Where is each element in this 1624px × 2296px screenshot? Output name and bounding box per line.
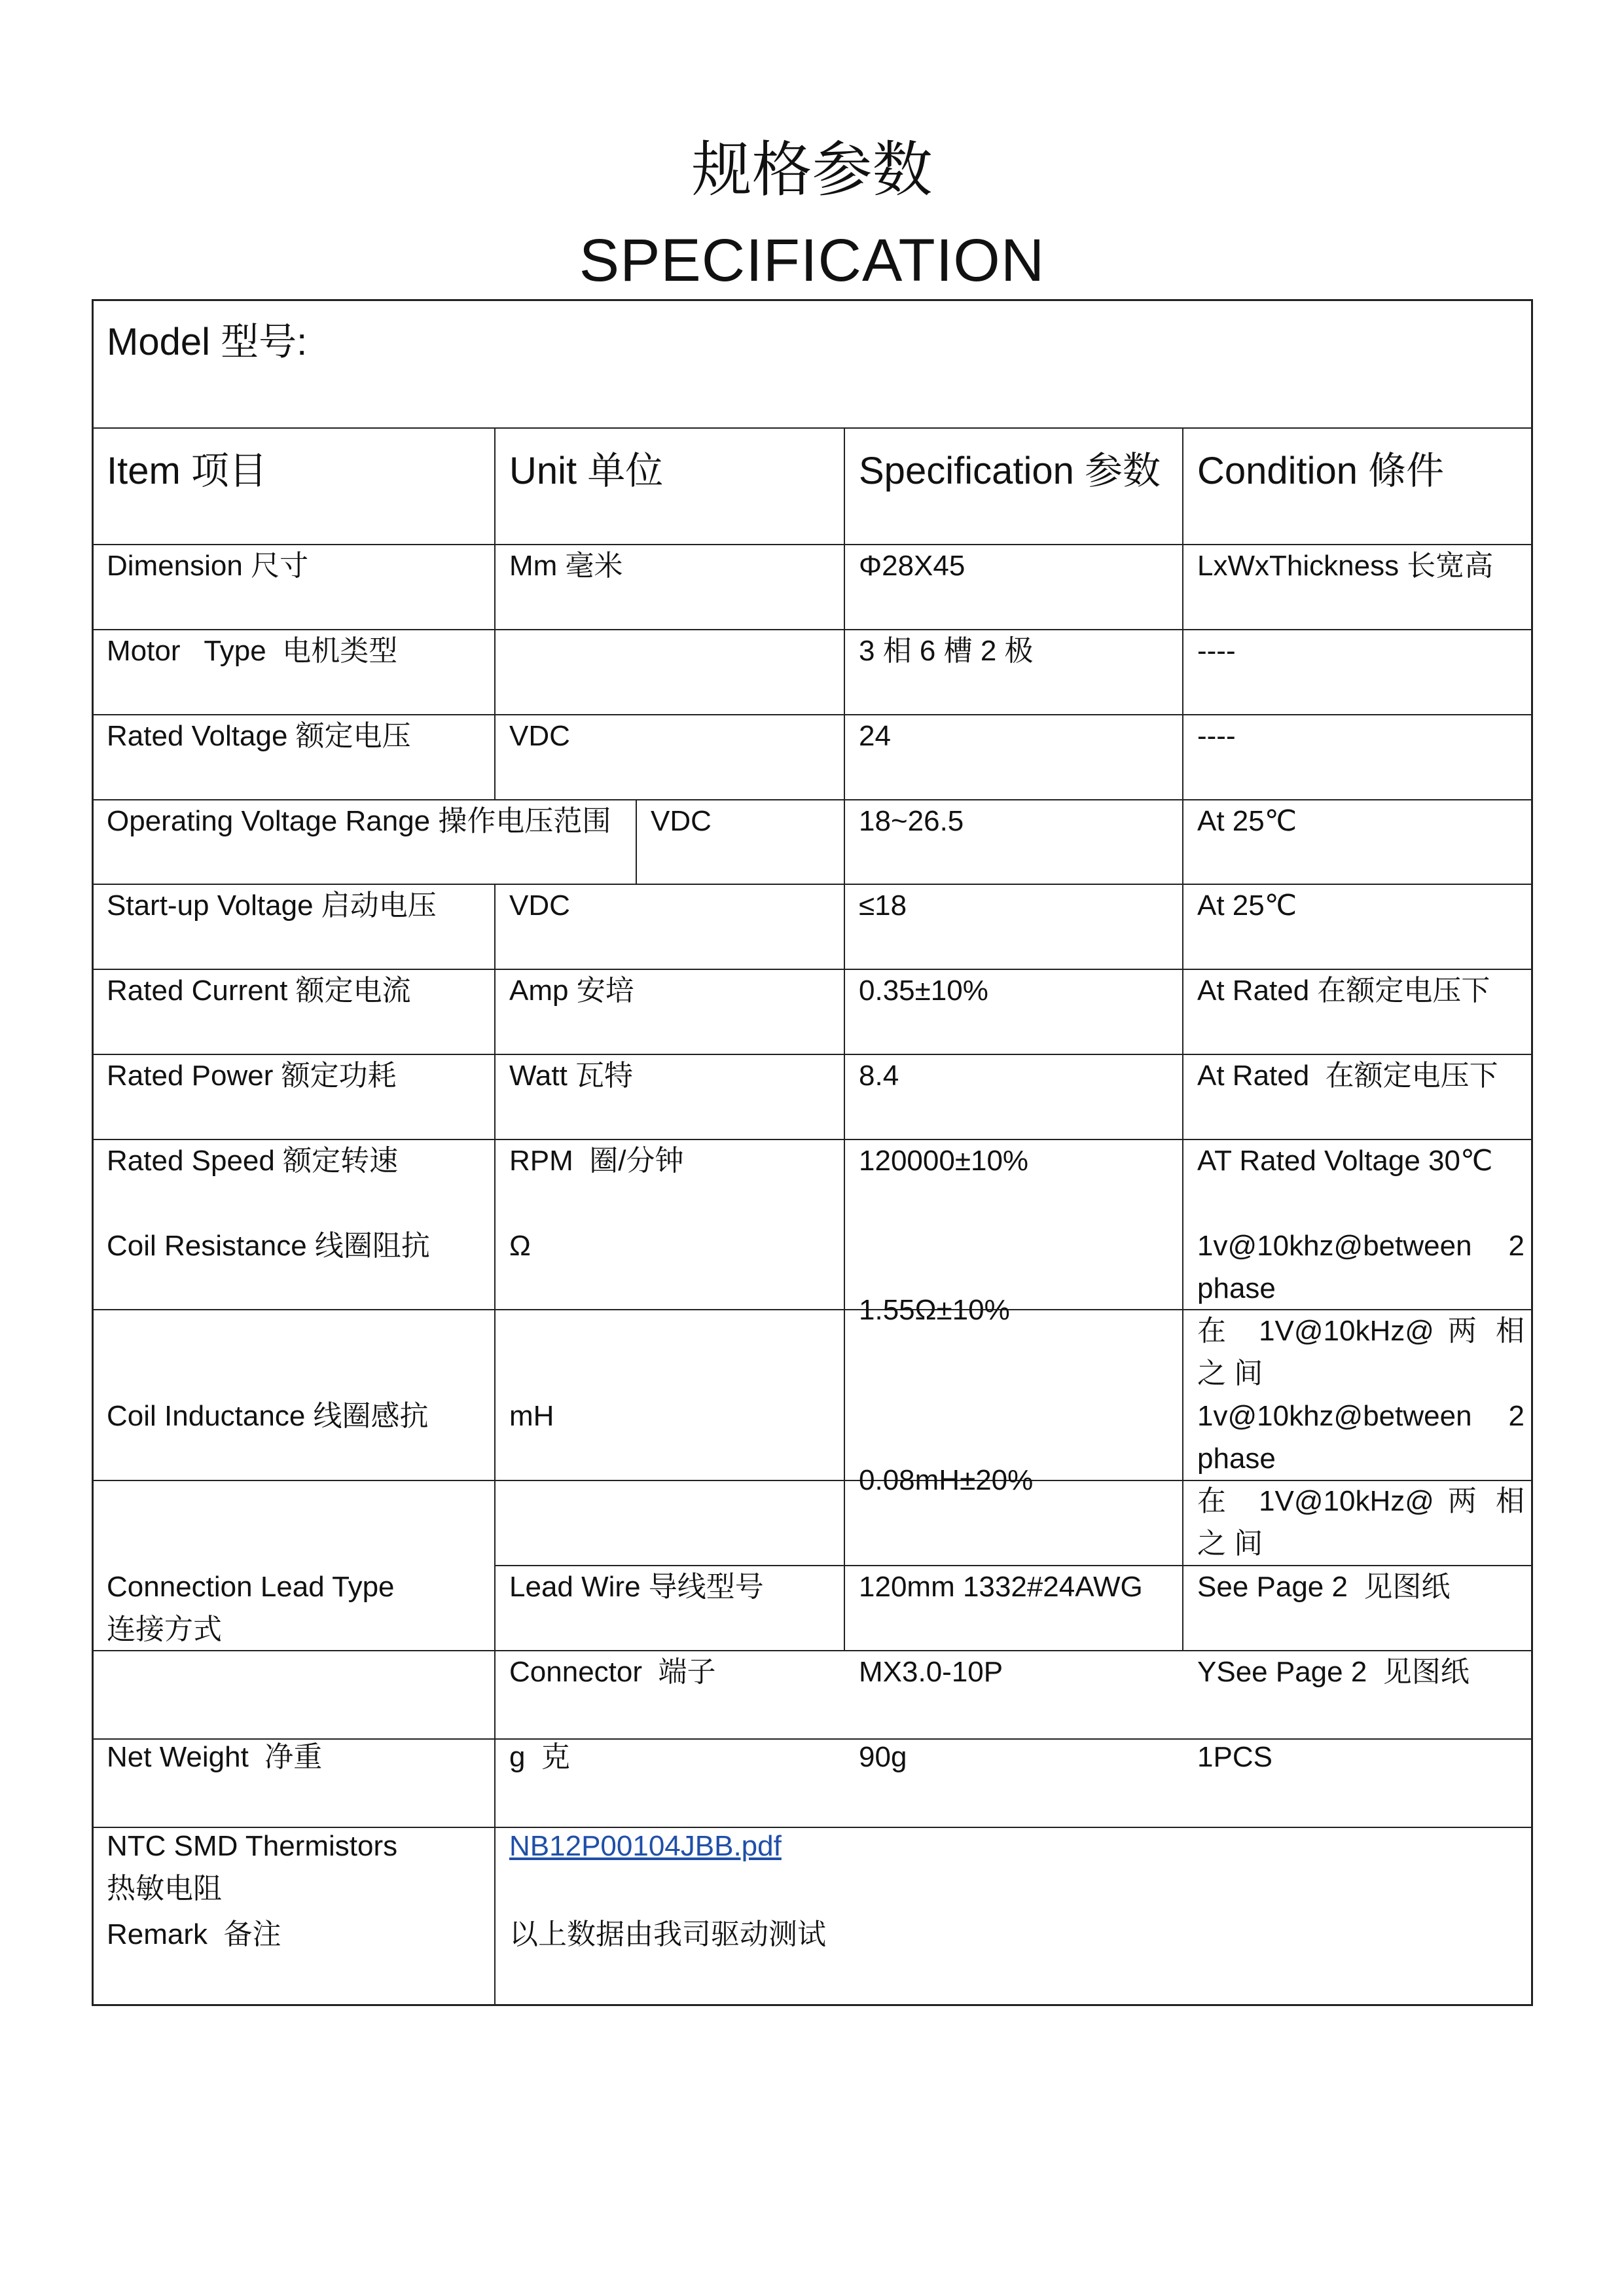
- rated-speed-item: Rated Speed 额定转速: [107, 1145, 399, 1177]
- rated-speed-unit: RPM 圈/分钟: [509, 1145, 684, 1177]
- operating-voltage-unit: VDC: [651, 805, 712, 837]
- rated-current-item: Rated Current 额定电流: [107, 975, 411, 1007]
- net-weight-spec: 90g: [859, 1741, 907, 1773]
- rated-voltage-condition: ----: [1197, 720, 1236, 752]
- connection-item: Connection Lead Type 连接方式: [107, 1571, 395, 1645]
- rated-voltage-item: Rated Voltage 额定电压: [107, 720, 411, 752]
- column-divider: [494, 884, 496, 2006]
- header-unit: Unit 单位: [509, 450, 664, 492]
- rated-current-unit: Amp 安培: [509, 975, 634, 1007]
- lead-wire-condition: See Page 2 见图纸: [1197, 1571, 1451, 1603]
- connector-spec: MX3.0-10P: [859, 1656, 1003, 1688]
- startup-voltage-item: Start-up Voltage 启动电压: [107, 889, 437, 922]
- operating-voltage-condition: At 25℃: [1197, 805, 1297, 837]
- motor-type-condition: ----: [1197, 635, 1236, 667]
- rated-power-item: Rated Power 额定功耗: [107, 1060, 397, 1092]
- page-title-english: SPECIFICATION: [579, 227, 1045, 294]
- coil-inductance-spec: 0.08mH±20%: [859, 1463, 1034, 1496]
- coil-resistance-condition: 1v@10khz@between 2 phase 在 1V@10kHz@ 两 相 之 间: [1197, 1230, 1525, 1390]
- model-label: Model 型号:: [107, 321, 308, 363]
- ntc-item: NTC SMD Thermistors 热敏电阻: [107, 1830, 398, 1905]
- coil-inductance-unit: mH: [509, 1400, 554, 1432]
- rated-speed-condition: AT Rated Voltage 30℃: [1197, 1145, 1493, 1177]
- rated-voltage-spec: 24: [859, 720, 891, 752]
- connector-unit: Connector 端子: [509, 1656, 716, 1688]
- coil-inductance-item: Coil Inductance 线圈感抗: [107, 1400, 429, 1432]
- header-condition: Condition 條件: [1197, 450, 1445, 492]
- operating-voltage-spec: 18~26.5: [859, 805, 964, 837]
- rated-speed-spec: 120000±10%: [859, 1145, 1029, 1177]
- net-weight-condition: 1PCS: [1197, 1741, 1272, 1773]
- rated-voltage-unit: VDC: [509, 720, 570, 752]
- motor-type-spec: 3 相 6 槽 2 极: [859, 635, 1034, 667]
- coil-resistance-item: Coil Resistance 线圈阻抗: [107, 1230, 430, 1262]
- coil-resistance-unit: Ω: [509, 1230, 531, 1262]
- page-title-chinese: 规格参数: [691, 135, 933, 205]
- connector-condition: YSee Page 2 见图纸: [1197, 1656, 1470, 1688]
- dimension-item: Dimension 尺寸: [107, 550, 309, 582]
- motor-type-item: Motor Type 电机类型: [107, 635, 398, 667]
- remark-value: 以上数据由我司驱动测试: [509, 1918, 826, 1950]
- column-divider: [494, 427, 496, 799]
- column-divider: [636, 799, 637, 884]
- rated-power-spec: 8.4: [859, 1060, 899, 1092]
- startup-voltage-condition: At 25℃: [1197, 889, 1297, 922]
- lead-wire-unit: Lead Wire 导线型号: [509, 1571, 764, 1603]
- dimension-condition: LxWxThickness 长宽高: [1197, 550, 1494, 582]
- header-item: Item 项目: [107, 450, 267, 492]
- startup-voltage-spec: ≤18: [859, 889, 907, 922]
- operating-voltage-item: Operating Voltage Range 操作电压范围: [107, 805, 611, 837]
- column-divider: [844, 427, 845, 1650]
- rated-power-unit: Watt 瓦特: [509, 1060, 634, 1092]
- lead-wire-spec: 120mm 1332#24AWG: [859, 1571, 1143, 1603]
- ntc-datasheet-link[interactable]: NB12P00104JBB.pdf: [509, 1830, 782, 1862]
- rated-current-condition: At Rated 在额定电压下: [1197, 975, 1490, 1007]
- rated-current-spec: 0.35±10%: [859, 975, 988, 1007]
- dimension-spec: Φ28X45: [859, 550, 965, 582]
- column-divider: [1182, 427, 1183, 1650]
- row-divider: [92, 427, 1533, 429]
- dimension-unit: Mm 毫米: [509, 550, 623, 582]
- coil-resistance-spec: 1.55Ω±10%: [859, 1293, 1010, 1326]
- net-weight-item: Net Weight 净重: [107, 1741, 323, 1773]
- rated-power-condition: At Rated 在额定电压下: [1197, 1060, 1498, 1092]
- startup-voltage-unit: VDC: [509, 889, 570, 922]
- net-weight-unit: g 克: [509, 1741, 570, 1773]
- remark-item: Remark 备注: [107, 1918, 281, 1950]
- header-specification: Specification 参数: [859, 450, 1161, 492]
- coil-inductance-condition: 1v@10khz@between 2 phase 在 1V@10kHz@ 两 相 之 间: [1197, 1400, 1525, 1560]
